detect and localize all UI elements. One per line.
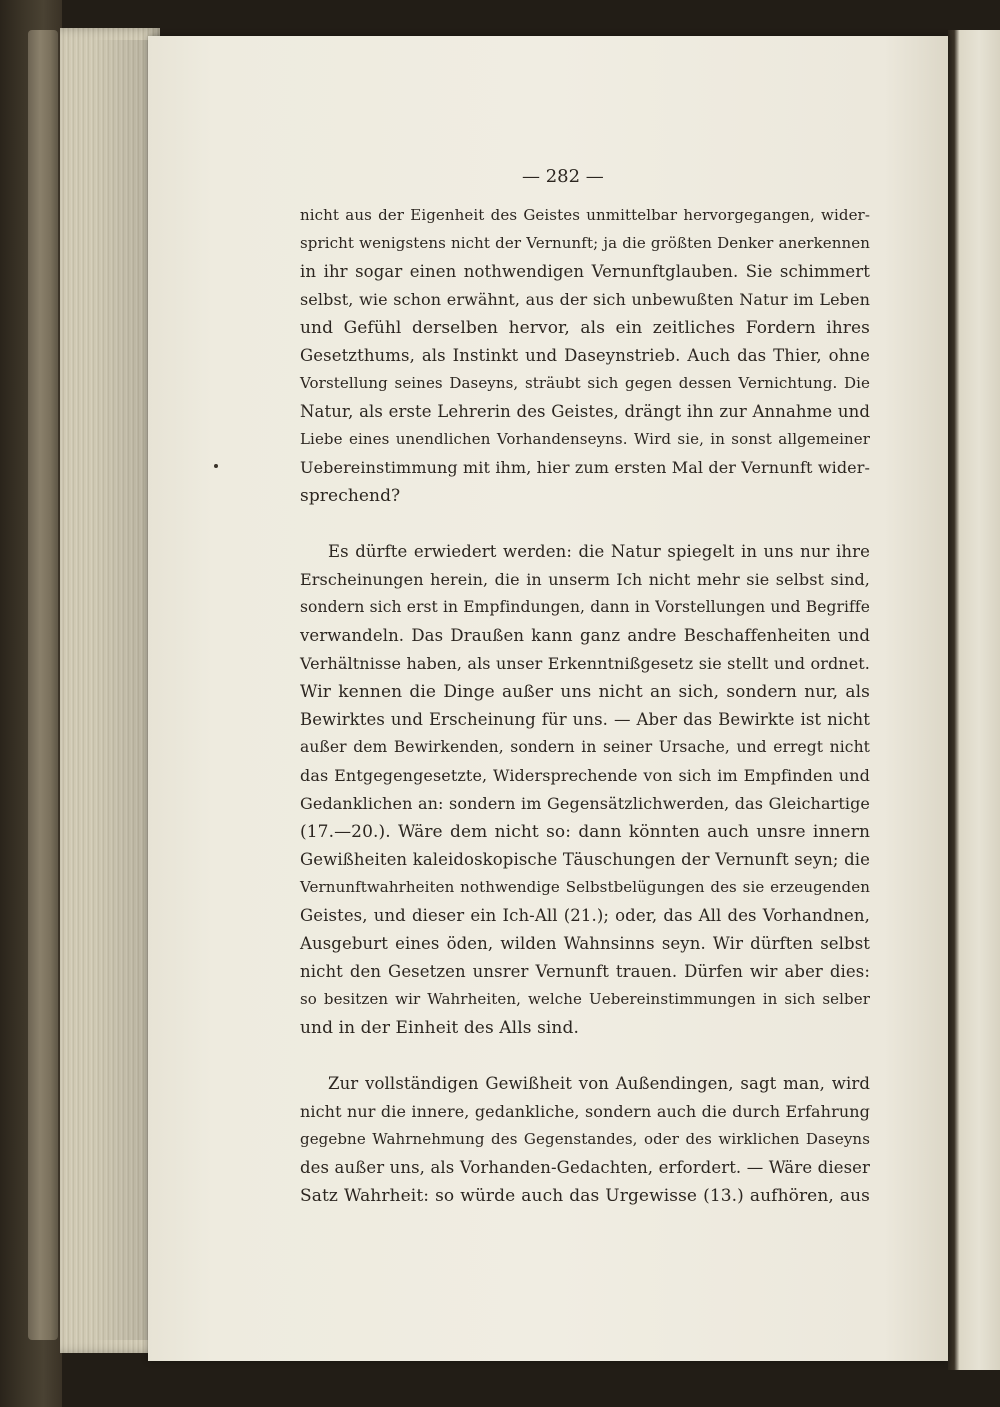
text-line: in ihr sogar einen nothwendigen Vernunftglauben. Sie schimmert: [300, 262, 870, 281]
text-line: und in der Einheit des Alls sind.: [300, 1018, 579, 1038]
text-line: Bewirktes und Erscheinung für uns. — Aber das Bewirkte ist nicht: [300, 710, 870, 729]
text-line: nicht aus der Eigenheit des Geistes unmittelbar hervorgegangen, wider-: [300, 206, 870, 224]
text-line: Erscheinungen herein, die in unserm Ich nicht mehr sie selbst sind,: [300, 570, 870, 589]
page-edge-shadow: [92, 40, 152, 1340]
text-line: Vernunftwahrheiten nothwendige Selbstbelügungen des sie erzeugenden: [300, 878, 870, 896]
text-line: Gewißheiten kaleidoskopische Täuschungen der Vernunft seyn; die: [300, 850, 870, 869]
text-line: außer dem Bewirkenden, sondern in seiner Ursache, und erregt nicht: [300, 738, 870, 756]
text-line: verwandeln. Das Draußen kann ganz andre Beschaffenheiten und: [300, 626, 870, 645]
book-cover-board: [28, 30, 58, 1340]
text-line: des außer uns, als Vorhanden-Gedachten, erfordert. — Wäre dieser: [300, 1158, 870, 1177]
text-line: Ausgeburt eines öden, wilden Wahnsinns seyn. Wir dürften selbst: [300, 934, 870, 953]
text-line: selbst, wie schon erwähnt, aus der sich unbewußten Natur im Leben: [300, 290, 870, 309]
page-number: — 282 —: [522, 166, 604, 187]
text-line: Verhältnisse haben, als unser Erkenntnißgesetz sie stellt und ordnet.: [300, 654, 870, 673]
text-line: sprechend?: [300, 486, 401, 506]
text-line: sondern sich erst in Empfindungen, dann in Vorstellungen und Begriffe: [300, 598, 870, 616]
text-line: und Gefühl derselben hervor, als ein zeitliches Fordern ihres: [300, 318, 870, 338]
text-line: das Entgegengesetzte, Widersprechende von sich im Empfinden und: [300, 766, 870, 785]
margin-mark: [214, 464, 218, 468]
text-line: so besitzen wir Wahrheiten, welche Uebereinstimmungen in sich selber: [300, 990, 870, 1008]
text-line: Zur vollständigen Gewißheit von Außendingen, sagt man, wird: [328, 1074, 870, 1093]
text-line: spricht wenigstens nicht der Vernunft; ja die größten Denker anerkennen: [300, 234, 870, 252]
text-line: Gedanklichen an: sondern im Gegensätzlichwerden, das Gleichartige: [300, 794, 870, 813]
text-line: Liebe eines unendlichen Vorhandenseyns. Wird sie, in sonst allgemeiner: [300, 430, 870, 448]
text-line: Uebereinstimmung mit ihm, hier zum ersten Mal der Vernunft wider-: [300, 458, 870, 477]
facing-page-edge: [948, 30, 1000, 1370]
text-line: Gesetzthums, als Instinkt und Daseynstrieb. Auch das Thier, ohne: [300, 346, 870, 365]
text-line: Vorstellung seines Daseyns, sträubt sich gegen dessen Vernichtung. Die: [300, 374, 870, 392]
text-line: gegebne Wahrnehmung des Gegenstandes, oder des wirklichen Daseyns: [300, 1130, 870, 1148]
text-line: Es dürfte erwiedert werden: die Natur spiegelt in uns nur ihre: [328, 542, 870, 561]
text-line: nicht den Gesetzen unsrer Vernunft trauen. Dürfen wir aber dies:: [300, 962, 870, 981]
text-line: Natur, als erste Lehrerin des Geistes, drängt ihn zur Annahme und: [300, 402, 870, 421]
text-line: (17.—20.). Wäre dem nicht so: dann könnten auch unsre innern: [300, 822, 870, 842]
text-line: Geistes, und dieser ein Ich-All (21.); oder, das All des Vorhandnen,: [300, 906, 870, 925]
text-line: nicht nur die innere, gedankliche, sondern auch die durch Erfahrung: [300, 1102, 870, 1121]
text-line: Wir kennen die Dinge außer uns nicht an sich, sondern nur, als: [300, 682, 870, 702]
text-line: Satz Wahrheit: so würde auch das Urgewisse (13.) aufhören, aus: [300, 1186, 870, 1206]
